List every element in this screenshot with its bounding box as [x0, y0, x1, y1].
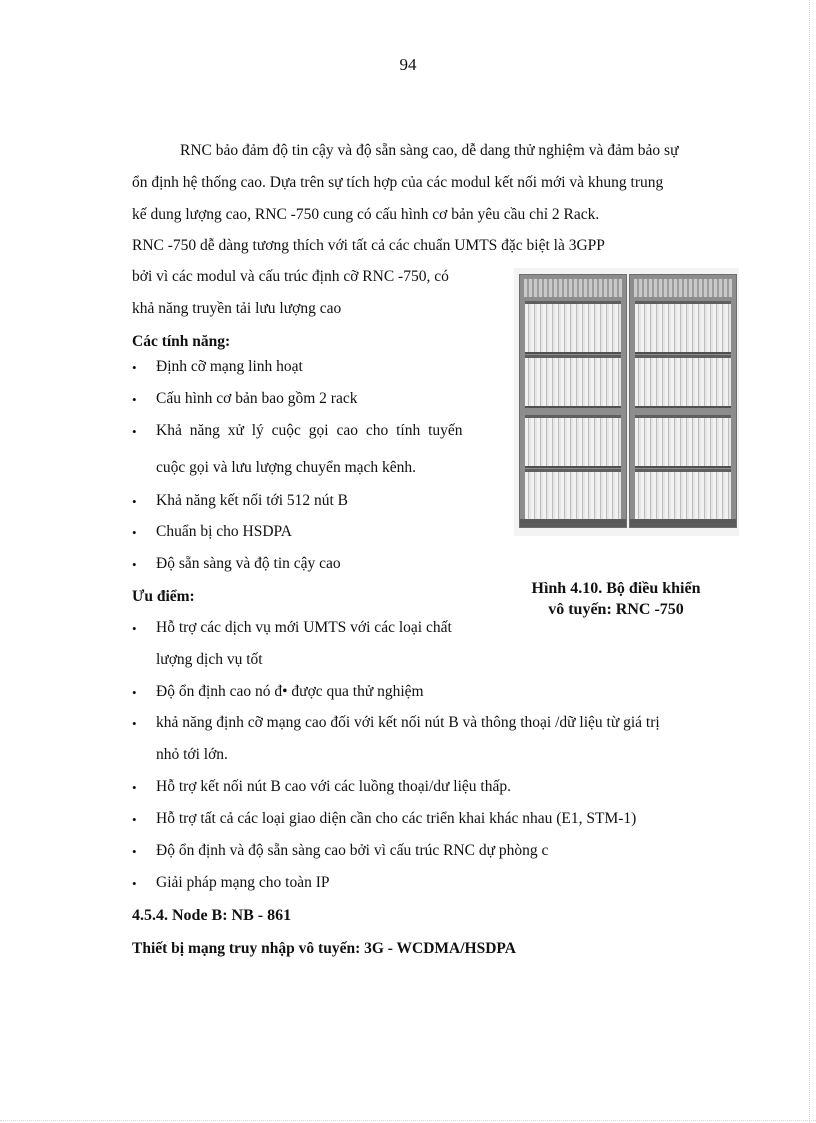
feature-item-continued: cuộc gọi và lưu lượng chuyển mạch kênh. — [156, 459, 417, 476]
advantages-heading: Ưu điểm: — [132, 588, 195, 605]
feature-item: Khả năng kết nối tới 512 nút B — [156, 492, 349, 509]
bullet-icon: • — [132, 780, 137, 795]
advantage-item: Giải pháp mạng cho toàn IP — [156, 874, 330, 891]
bullet-icon: • — [132, 424, 137, 439]
advantage-item-continued: lượng dịch vụ tốt — [156, 651, 263, 668]
figure-caption-line: Hình 4.10. Bộ điều khiển — [531, 580, 701, 597]
page-number: 94 — [399, 55, 417, 74]
intro-line: khả năng truyền tải lưu lượng cao — [132, 300, 342, 317]
bullet-icon: • — [132, 360, 137, 375]
page-border-right — [809, 0, 810, 1123]
bullet-icon: • — [132, 812, 137, 827]
advantage-item-continued: nhỏ tới lớn. — [156, 746, 228, 763]
intro-line: ổn định hệ thống cao. Dựa trên sự tích hợp của các modul kết nối mới và khung trung — [132, 174, 664, 191]
rack-cabinet-left — [519, 274, 627, 528]
bullet-icon: • — [132, 685, 137, 700]
bullet-icon: • — [132, 621, 137, 636]
feature-item: Độ sẵn sàng và độ tin cậy cao — [156, 555, 341, 572]
section-heading: 4.5.4. Node B: NB - 861 — [132, 907, 292, 924]
feature-item: Chuẩn bị cho HSDPA — [156, 523, 292, 540]
figure-caption — [496, 578, 736, 620]
advantage-item: Hỗ trợ kết nối nút B cao với các luồng thoại/dư liệu thấp. — [156, 778, 511, 795]
feature-item: Định cỡ mạng linh hoạt — [156, 358, 303, 375]
section-subheading: Thiết bị mạng truy nhập vô tuyến: 3G - WCDMA/HSDPA — [132, 940, 516, 957]
bullet-icon: • — [132, 876, 137, 891]
rnc-750-rack-image — [514, 268, 739, 536]
advantage-item: Hỗ trợ tất cả các loại giao diện cần cho các triển khai khác nhau (E1, STM-1) — [156, 810, 637, 827]
feature-item: Khả năng xử lý cuộc gọi cao cho tính tuyến — [156, 422, 463, 439]
figure-caption-line: vô tuyến: RNC -750 — [548, 601, 684, 618]
bullet-icon: • — [132, 494, 137, 509]
features-heading: Các tính năng: — [132, 333, 231, 350]
bullet-icon: • — [132, 525, 137, 540]
bullet-icon: • — [132, 716, 137, 731]
advantage-item: khả năng định cỡ mạng cao đối với kết nối nút B và thông thoại /dữ liệu từ giá trị — [156, 714, 660, 731]
bullet-icon: • — [132, 392, 137, 407]
bullet-icon: • — [132, 844, 137, 859]
advantage-item: Độ ổn định cao nó đ• được qua thử nghiệm — [156, 683, 424, 700]
rack-cabinet-right — [629, 274, 737, 528]
feature-item: Cấu hình cơ bản bao gồm 2 rack — [156, 390, 358, 407]
advantage-item: Hỗ trợ các dịch vụ mới UMTS với các loại chất — [156, 619, 452, 636]
bullet-icon: • — [132, 557, 137, 572]
intro-line: RNC -750 dễ dàng tương thích với tất cả các chuẩn UMTS đặc biệt là 3GPP — [132, 237, 605, 254]
page-border-bottom — [0, 1120, 816, 1121]
advantage-item: Độ ổn định và độ sẵn sàng cao bởi vì cấu trúc RNC dự phòng c — [156, 842, 549, 859]
intro-line: kế dung lượng cao, RNC -750 cung có cấu hình cơ bản yêu cầu chỉ 2 Rack. — [132, 206, 600, 223]
intro-line: bởi vì các modul và cấu trúc định cỡ RNC -750, có — [132, 268, 449, 285]
intro-line: RNC bảo đảm độ tin cậy và độ sẵn sàng cao, dễ dang thử nghiệm và đảm bảo sự — [180, 142, 679, 159]
